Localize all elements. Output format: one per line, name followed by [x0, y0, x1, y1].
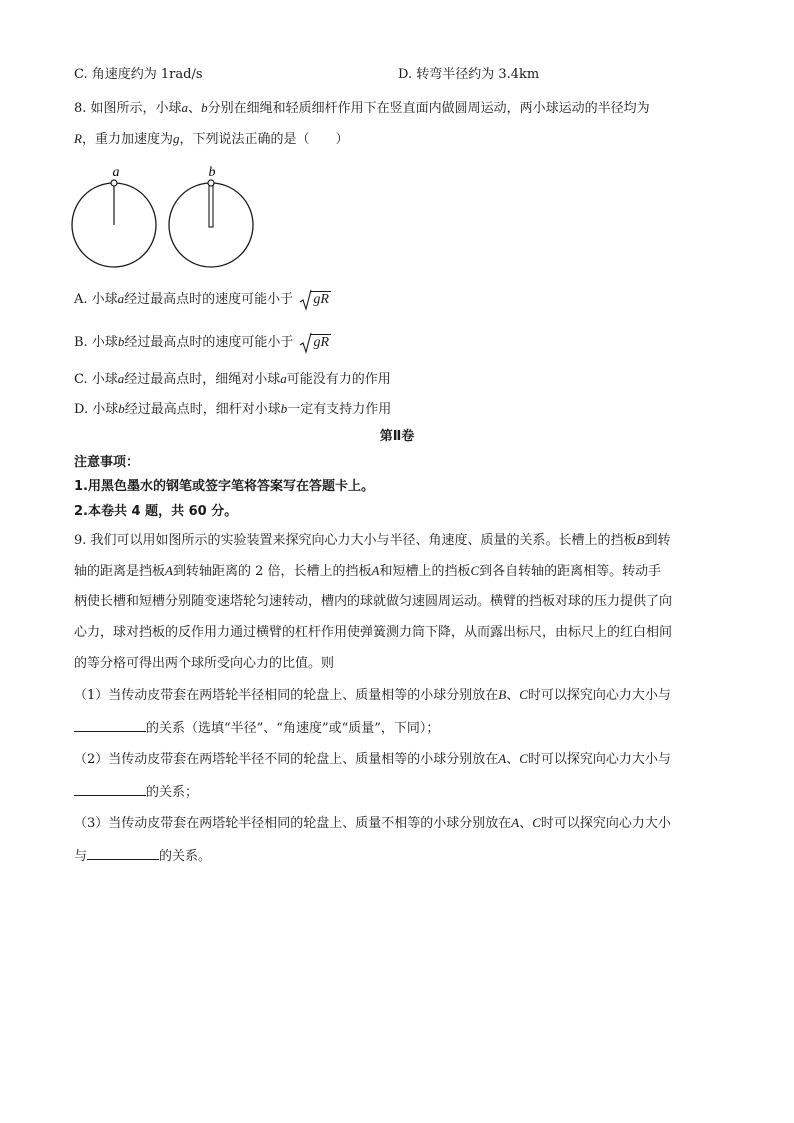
q9-text: 的关系（选填“半径”、“角速度”或“质量”，下同）；: [146, 721, 440, 736]
circle-with-string: [72, 180, 156, 267]
option-text: C. 小球: [74, 372, 118, 387]
q9-text: 时可以探究向心力大小与: [527, 688, 671, 703]
q9-text: 、: [506, 752, 520, 767]
q9-text: 时可以探究向心力大小: [540, 816, 671, 831]
sqrt-radicand: gR: [313, 292, 329, 307]
q9-part3-line2: [74, 845, 211, 866]
var-R: R: [74, 131, 82, 146]
ball-b: [208, 180, 214, 186]
q9-part2-line2: [74, 781, 198, 802]
var-A: A: [498, 751, 507, 766]
q9-text: 的关系；: [146, 785, 199, 800]
notice-item-1: 1.用黑色墨水的钢笔或签字笔将答案写在答题卡上。: [74, 479, 374, 494]
q9-text: 到转: [644, 533, 671, 548]
var-C: C: [470, 563, 480, 578]
q9-text: （2）当传动皮带套在两塔轮半径不同的轮盘上、质量相等的小球分别放在: [74, 752, 499, 767]
q8-figure: [70, 165, 260, 270]
q9-text: （3）当传动皮带套在两塔轮半径相同的轮盘上、质量不相等的小球分别放在: [74, 816, 512, 831]
option-text: 经过最高点时，细杆对小球: [124, 402, 281, 417]
q8-option-d: [74, 400, 391, 419]
q9-part1-line2: [74, 717, 439, 738]
q9-text: 到各自转轴的距离相等。转动手: [479, 564, 662, 579]
q9-line1: [74, 531, 671, 550]
var-C: C: [519, 751, 528, 766]
q8-option-a: [74, 290, 331, 309]
q9-part2-line1: [74, 750, 671, 769]
q7-option-c: C. 角速度约为 1rad/s: [74, 67, 203, 82]
var-A: A: [165, 563, 173, 578]
q8-text: 、: [188, 101, 202, 116]
notice-title: 注意事项：: [74, 455, 140, 470]
q8-text: 8. 如图所示，小球: [74, 101, 182, 116]
ball-a: [111, 180, 117, 186]
var-a: a: [280, 371, 287, 386]
q8-text: 分别在细绳和轻质细杆作用下在竖直面内做圆周运动，两小球运动的半径均为: [207, 101, 650, 116]
q9-line2: [74, 562, 661, 581]
var-b: b: [117, 334, 125, 349]
var-a: a: [117, 291, 125, 306]
q8-option-b: [74, 333, 331, 352]
q9-text: 轴的距离是挡板: [74, 564, 166, 579]
q9-line5: 的等分格可得出两个球所受向心力的比值。则: [74, 656, 335, 671]
answer-blank-2[interactable]: [74, 781, 146, 796]
answer-blank-1[interactable]: [74, 717, 146, 732]
option-text: B. 小球: [74, 335, 118, 350]
q9-text: 的关系。: [159, 849, 212, 864]
var-C: C: [519, 687, 528, 702]
q8-text: ，下列说法正确的是（ ）: [179, 132, 349, 147]
q8-option-c: [74, 370, 391, 389]
var-b: b: [118, 401, 125, 416]
q9-text: 、: [506, 688, 520, 703]
q9-text: 时可以探究向心力大小与: [527, 752, 671, 767]
part2-title: 第Ⅱ卷: [379, 429, 415, 444]
q9-line4: 心力，球对挡板的反作用力通过横臂的杠杆作用使弹簧测力筒下降，从而露出标尺，由标尺上的红白相间: [74, 625, 673, 640]
option-text: 一定有支持力作用: [287, 402, 392, 417]
var-A: A: [371, 563, 380, 578]
option-text: 经过最高点时，细绳对小球: [124, 372, 281, 387]
answer-blank-3[interactable]: [87, 845, 159, 860]
q9-part1-line1: [74, 686, 671, 705]
q9-part3-line1: [74, 814, 671, 833]
var-a: a: [117, 371, 125, 386]
option-text: 可能没有力的作用: [286, 372, 391, 387]
q9-line3: 柄使长槽和短槽分别随变速塔轮匀速转动，槽内的球就做匀速圆周运动。横臂的挡板对球的压力提供了向: [74, 594, 673, 609]
q9-text: 、: [519, 816, 533, 831]
q9-text: （1）当传动皮带套在两塔轮半径相同的轮盘上、质量相等的小球分别放在: [74, 688, 499, 703]
option-text: D. 小球: [74, 402, 119, 417]
figure-label-a: a: [112, 165, 120, 180]
q9-text: 与: [74, 849, 88, 864]
var-g: g: [172, 131, 180, 146]
q9-text: 9. 我们可以用如图所示的实验装置来探究向心力大小与半径、角速度、质量的关系。长槽上的挡板: [74, 533, 637, 548]
circle-with-rod: [169, 180, 253, 267]
var-b: b: [280, 401, 288, 416]
option-text: A. 小球: [74, 292, 118, 307]
q9-text: 到转轴距离的 2 倍，长槽上的挡板: [172, 564, 372, 579]
sqrt-radicand: gR: [313, 335, 330, 350]
var-b: b: [201, 100, 208, 115]
sqrt-gR: [299, 291, 331, 309]
q8-stem-line1: [74, 99, 650, 118]
q7-option-d: D. 转弯半径约为 3.4km: [398, 67, 540, 82]
q8-text: ，重力加速度为: [81, 132, 173, 147]
q8-stem-line2: [74, 130, 348, 149]
var-B: B: [498, 687, 507, 702]
figure-label-b: b: [208, 165, 216, 180]
var-C: C: [532, 815, 541, 830]
sqrt-gR: [299, 334, 331, 352]
q9-text: 和短槽上的挡板: [379, 564, 471, 579]
var-B: B: [636, 532, 645, 547]
var-A: A: [511, 815, 520, 830]
notice-item-2: 2.本卷共 4 题，共 60 分。: [74, 504, 238, 519]
option-text: 经过最高点时的速度可能小于: [124, 335, 294, 350]
option-text: 经过最高点时的速度可能小于: [124, 292, 294, 307]
var-a: a: [181, 100, 189, 115]
